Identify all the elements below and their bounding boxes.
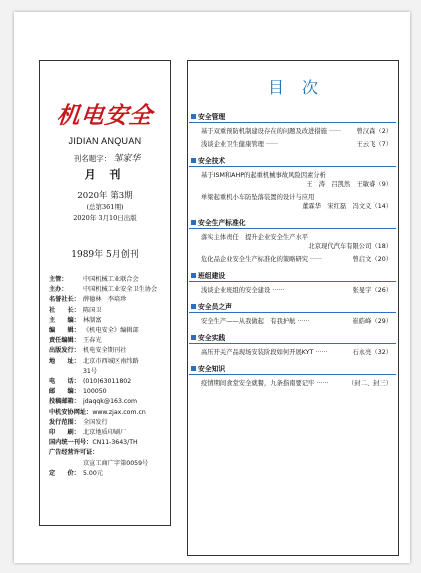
toc-section-name: 安全员之声 — [198, 303, 232, 311]
toc-panel — [187, 60, 399, 556]
toc-entry-author: （封二、封三） — [347, 380, 392, 387]
toc-entry-title: 浅谈企业卫生健康管理 — [201, 141, 264, 148]
info-key: 发行范围： — [49, 418, 80, 426]
info-key: 出版发行： — [49, 347, 80, 355]
toc-entry-author: 曾汉森（2） — [356, 128, 392, 135]
toc-section-name: 安全知识 — [198, 365, 226, 373]
toc-section-name: 安全实践 — [198, 334, 226, 342]
info-key: 责任编辑： — [49, 337, 80, 345]
toc-entry-title: 落实主体责任 提升企业安全生产水平 — [201, 234, 309, 241]
info-row — [49, 336, 171, 346]
info-key: 印 刷： — [49, 429, 80, 437]
inscription — [52, 151, 162, 164]
toc-entry-title: 疫情期间食堂安全就餐，九条指南要记牢 — [201, 380, 315, 387]
section-marker-icon — [191, 114, 196, 119]
toc-entry-author: 张旻宇（26） — [352, 287, 392, 294]
toc-entry-title: 单梁起重机小车防坠落装置的设计与应用 — [201, 194, 315, 201]
section-marker-icon — [191, 366, 196, 371]
info-row — [49, 438, 171, 448]
magazine-logo: 机电安全 — [55, 102, 155, 129]
info-value: 100050 — [83, 388, 107, 396]
frequency: 月 刊 — [84, 168, 126, 181]
toc-entry-title: 危化品企业安全生产标准化的策略研究 — [201, 256, 309, 263]
info-value: 陈国卫 — [83, 306, 102, 314]
info-key: 地 址： — [49, 357, 80, 365]
total-issue: (总第361期) — [86, 203, 124, 211]
info-value: 林制富 — [83, 316, 102, 324]
info-row — [49, 448, 171, 458]
info-value: www.zjax.com.cn — [92, 408, 146, 416]
toc-section-name: 安全管理 — [198, 113, 226, 121]
info-key: 投稿邮箱： — [49, 398, 80, 406]
info-key: 主 编： — [49, 316, 80, 324]
toc-entry-author: 王 涛 吕凯然 王敏睿（9） — [306, 181, 392, 188]
toc-list — [189, 111, 396, 394]
info-value: 薛德林 李培珍 — [83, 296, 127, 304]
section-marker-icon — [191, 335, 196, 340]
info-value: (010)63011802 — [83, 378, 132, 386]
info-row — [49, 387, 171, 397]
info-row — [49, 275, 171, 285]
info-value: 京宣工商广字第0059号 — [83, 459, 149, 467]
info-row — [49, 346, 171, 356]
section-marker-icon — [191, 304, 196, 309]
info-row — [49, 367, 171, 377]
toc-entry-author: 石永亮（32） — [352, 349, 392, 356]
publication-date: 2020年 3月10日出版 — [73, 214, 137, 222]
toc-entry-title: 高压开关产品现场安装阶段如何开展KYT — [201, 349, 314, 356]
toc-entry[interactable]: 浅谈企业班组的安全建设 ······ 张旻宇（26） — [201, 287, 392, 294]
info-value: 北京地质印刷厂 — [83, 429, 127, 437]
info-row — [49, 316, 171, 326]
toc-entry[interactable]: 疫情期间食堂安全就餐，九条指南要记牢 ······ （封二、封三） — [201, 380, 392, 387]
inscription-label: 刊名题字： — [73, 154, 112, 163]
info-value: 中国机械工业安全卫生协会 — [83, 286, 158, 294]
toc-entry[interactable]: 安全生产——从我做起 有我护航 ······ 崔皓峰（29） — [201, 318, 392, 325]
section-marker-icon — [191, 220, 196, 225]
info-row — [49, 306, 171, 316]
info-row — [49, 469, 171, 479]
magazine-pinyin: JIDIAN ANQUAN — [68, 136, 142, 146]
toc-entry-title: 基于ISM和AHP的起重机械事故风险因素分析 — [201, 172, 326, 179]
info-value: 机电安全期刊社 — [83, 347, 127, 355]
toc-entry-title: 基于双重预防机制建设存在的问题及改进措施 — [201, 128, 327, 135]
info-key: 定 价： — [49, 469, 80, 477]
info-value: jdaqqk@163.com — [83, 398, 138, 406]
toc-entry-author: 董霖华 宋红磊 冯文义（14） — [302, 203, 392, 210]
info-key: 中机安协网址： — [49, 408, 93, 416]
info-value: 北京市西城区南纬路 — [83, 357, 139, 365]
info-key: 广告经营许可证： — [49, 449, 99, 457]
info-value: 31号 — [83, 367, 98, 375]
toc-section-name: 班组建设 — [198, 272, 226, 280]
info-value: 王春光 — [83, 337, 102, 345]
toc-entry-author: 北京现代汽车有限公司（18） — [308, 243, 392, 250]
toc-entry[interactable]: 基于双重预防机制建设存在的问题及改进措施 ······ 曾汉森（2） — [201, 128, 392, 135]
toc-section-name: 安全生产标准化 — [198, 219, 246, 227]
inscription-name: 邹家华 — [113, 154, 141, 164]
info-row — [49, 418, 171, 428]
info-key: 电 话： — [49, 378, 80, 386]
info-key: 社 长： — [49, 306, 80, 314]
info-row — [49, 397, 171, 407]
info-key: 主办： — [49, 286, 68, 294]
founded-date: 1989年 5月创刊 — [71, 250, 139, 260]
info-row — [49, 357, 171, 367]
publisher-info — [49, 275, 171, 479]
toc-entry[interactable]: 危化品企业安全生产标准化的策略研究 ······ 曾启文（20） — [201, 256, 392, 263]
info-key: 编 辑： — [49, 327, 80, 335]
toc-entry-title: 安全生产——从我做起 有我护航 — [201, 318, 296, 325]
info-row — [49, 295, 171, 305]
toc-section-name: 安全技术 — [198, 157, 226, 165]
info-row — [49, 326, 171, 336]
info-value: 全国发行 — [83, 418, 108, 426]
toc-title: 目次 — [267, 78, 336, 97]
toc-entry-author: 崔皓峰（29） — [352, 318, 392, 325]
toc-entry[interactable] — [189, 193, 396, 211]
info-key: 邮 编： — [49, 388, 80, 396]
toc-entry[interactable]: 高压开关产品现场安装阶段如何开展KYT ······ 石永亮（32） — [201, 349, 392, 356]
info-row — [49, 377, 171, 387]
info-key: 主管： — [49, 276, 68, 283]
toc-entry-author: 曾启文（20） — [352, 256, 392, 263]
info-row — [49, 285, 171, 295]
toc-entry-author: 王云飞（7） — [356, 141, 392, 148]
info-row — [49, 408, 171, 418]
toc-entry[interactable] — [189, 171, 396, 189]
section-marker-icon — [191, 273, 196, 278]
info-key: 名誉社长： — [49, 296, 80, 304]
info-row — [49, 428, 171, 438]
info-value: 5.00元 — [83, 469, 103, 477]
issue-line: 2020年 第3期 — [77, 191, 133, 201]
info-row — [49, 459, 171, 469]
info-value: CN11-3643/TH — [92, 439, 138, 447]
section-marker-icon — [191, 158, 196, 163]
toc-entry[interactable]: 浅谈企业卫生健康管理 ······ 王云飞（7） — [201, 141, 392, 148]
info-value: 《机电安全》编辑部 — [83, 327, 139, 335]
issue-info — [40, 191, 170, 224]
info-value: 中国机械工业联合会 — [83, 276, 139, 283]
toc-entry[interactable] — [189, 233, 396, 251]
masthead-panel — [39, 60, 171, 526]
magazine-page — [14, 12, 410, 563]
toc-entry-title: 浅谈企业班组的安全建设 — [201, 287, 271, 294]
info-key: 国内统一刊号： — [49, 439, 93, 447]
